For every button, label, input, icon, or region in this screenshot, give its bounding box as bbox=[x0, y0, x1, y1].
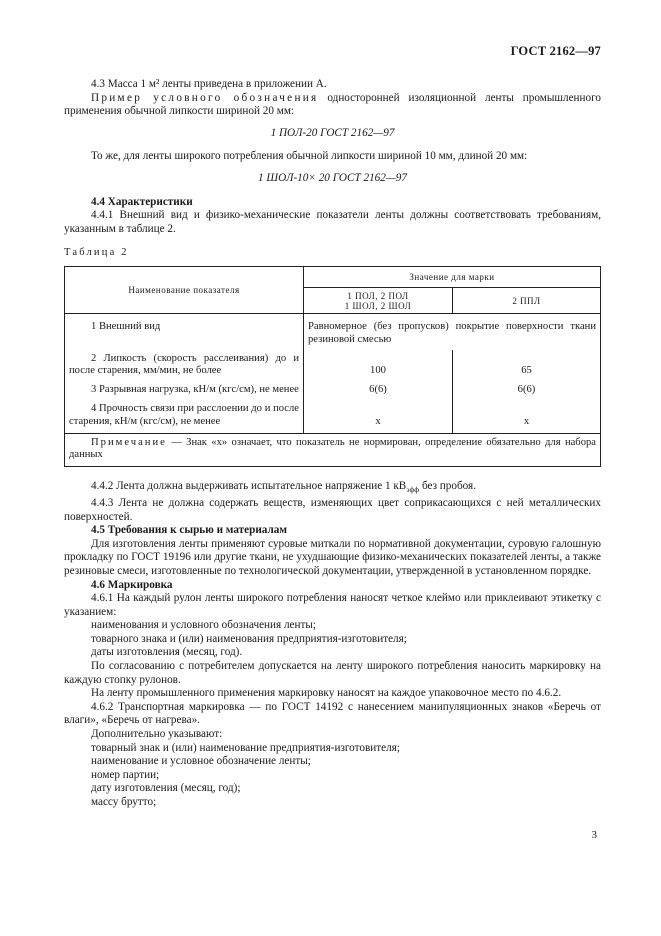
list-item: наименование и условное обозначение ленты; bbox=[91, 755, 311, 768]
table-row bbox=[65, 350, 601, 382]
table-row bbox=[65, 313, 601, 349]
paragraph-4-6-1: 4.6.1 На каждый рулон ленты широкого потребления наносят четкое клеймо или приклеивают этикетку с указанием: bbox=[64, 592, 601, 618]
p-4-4-2-sub: эфф bbox=[406, 485, 420, 495]
p-4-4-2-tail: без пробоя. bbox=[419, 480, 476, 493]
paragraph-4-3: 4.3 Масса 1 м² ленты приведена в приложении А. bbox=[91, 78, 327, 90]
table-caption: Таблица 2 bbox=[64, 247, 129, 259]
section-4-5-heading: 4.5 Требования к сырью и материалам bbox=[91, 524, 287, 537]
row-4-name: 4 Прочность связи при расслоении до и после старения, кН/м (кгс/см), не менее bbox=[69, 402, 299, 427]
paragraph-4-5: Для изготовления ленты применяют суровые миткали по нормативной документации, суровую галошную прокладку по ГОСТ 19196 или другие ткани, не ухудшающие физико-механических показателей ленты, а также резиновые смеси, изготовленные по технологической документации, утвержденной в установленном порядке. bbox=[64, 537, 601, 577]
paragraph-additional: Дополнительно указывают: bbox=[91, 728, 223, 741]
row-4-value-b: x bbox=[453, 400, 601, 433]
paragraph-4-4-2 bbox=[64, 480, 601, 497]
row-3-value-a: 6(6) bbox=[304, 381, 453, 400]
table-row bbox=[65, 381, 601, 400]
p-4-4-2-main: 4.4.2 Лента должна выдерживать испытательное напряжение 1 кВ bbox=[91, 480, 407, 493]
list-item: товарный знак и (или) наименование предприятия-изготовителя; bbox=[91, 741, 400, 754]
row-1-value: Равномерное (без пропусков) покрытие поверхности ткани резиновой смесью bbox=[304, 313, 601, 349]
table-row bbox=[65, 400, 601, 433]
page-header-title: ГОСТ 2162—97 bbox=[510, 44, 601, 58]
row-1-name: 1 Внешний вид bbox=[91, 320, 161, 332]
list-item: наименования и условного обозначения ленты; bbox=[91, 619, 317, 632]
note-text: — Знак «x» означает, что показатель не нормирован, определение обязательно для набора данных bbox=[69, 436, 596, 461]
row-2-name: 2 Липкость (скорость расслеивания) до и после старения, мм/мин, не более bbox=[69, 352, 299, 377]
example-code-2: 1 ШОЛ-10× 20 ГОСТ 2162—97 bbox=[258, 171, 407, 184]
paragraph-4-4-1: 4.4.1 Внешний вид и физико-механические показатели ленты должны соответствовать требованиям, указанным в таблице 2. bbox=[64, 209, 601, 235]
list-item: номер партии; bbox=[91, 768, 160, 781]
col-a-line-2: 1 ШОЛ, 2 ШОЛ bbox=[344, 300, 412, 311]
document-body bbox=[64, 78, 601, 810]
table-header-col-a bbox=[304, 288, 453, 314]
example-same: То же, для ленты широкого потребления обычной липкости шириной 10 мм, длиной 20 мм: bbox=[91, 150, 528, 163]
row-2-value-a: 100 bbox=[304, 350, 453, 382]
list-item: даты изготовления (месяц, год). bbox=[91, 646, 243, 659]
row-2-value-b: 65 bbox=[453, 350, 601, 382]
col-a-line-1: 1 ПОЛ, 2 ПОЛ bbox=[347, 290, 409, 301]
example-rest: односторонней изоляционной ленты промышленного применения обычной липкости шириной 20 мм: bbox=[64, 91, 602, 118]
table-header-col-b: 2 ППЛ bbox=[453, 288, 601, 314]
row-3-name: 3 Разрывная нагрузка, кН/м (кгс/см), не менее bbox=[91, 384, 299, 396]
paragraph-4-6-agreement: По согласованию с потребителем допускается на ленту широкого потребления наносить маркировку на каждую стопку рулонов. bbox=[64, 660, 601, 686]
list-item: массу брутто; bbox=[91, 796, 157, 808]
paragraph-4-6-2: 4.6.2 Транспортная маркировка — по ГОСТ 14192 с нанесением манипуляционных знаков «Беречь от влаги», «Беречь от нагрева». bbox=[64, 700, 601, 727]
row-4-value-a: x bbox=[304, 400, 453, 433]
section-4-4-heading: 4.4 Характеристики bbox=[91, 195, 193, 208]
list-item: товарного знака и (или) наименования предприятия-изготовителя; bbox=[91, 632, 407, 645]
paragraph-4-4-3: 4.4.3 Лента не должна содержать веществ, изменяющих цвет соприкасающихся с ней металлических поверхностей. bbox=[64, 496, 601, 523]
table-note-row bbox=[65, 433, 601, 467]
table-header-name: Наименование показателя bbox=[65, 266, 304, 313]
table-header-group: Значение для марки bbox=[304, 266, 601, 287]
table-note bbox=[65, 433, 601, 467]
example-lead: Пример условного обозначения bbox=[91, 91, 319, 104]
list-item: дату изготовления (месяц, год); bbox=[91, 782, 241, 795]
characteristics-table bbox=[64, 266, 601, 467]
row-3-value-b: 6(6) bbox=[453, 381, 601, 400]
paragraph-4-6-industrial: На ленту промышленного применения маркировку наносят на каждое упаковочное место по 4.6.2. bbox=[91, 687, 562, 700]
example-paragraph bbox=[64, 92, 601, 119]
section-4-6-heading: 4.6 Маркировка bbox=[91, 578, 173, 591]
note-lead: Примечание bbox=[91, 436, 167, 448]
page-number: 3 bbox=[591, 829, 597, 841]
example-code-1: 1 ПОЛ-20 ГОСТ 2162—97 bbox=[270, 126, 395, 139]
